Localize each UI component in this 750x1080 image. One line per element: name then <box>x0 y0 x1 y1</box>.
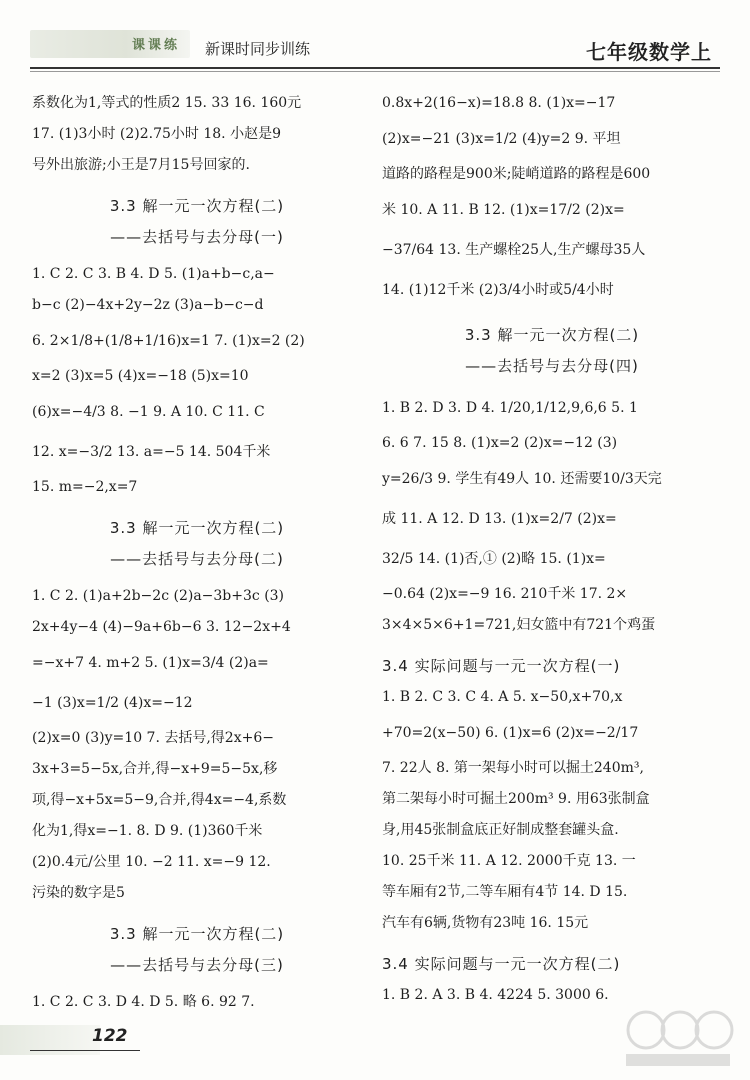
left-answer-line: 号外出旅游;小王是7月15号回家的. <box>32 157 250 173</box>
right-answer-line: 10. 25千米 11. A 12. 2000千克 13. 一 <box>382 853 636 869</box>
right-answer-line: 米 10. A 11. B 12. (1)x=17/2 (2)x= <box>382 202 625 218</box>
series-title: 新课时同步训练 <box>205 40 311 58</box>
left-answer-line: b−c (2)−4x+2y−2z (3)a−b−c−d <box>32 297 264 313</box>
left-section-subtitle: ——去括号与去分母(二) <box>110 550 284 568</box>
right-section-title: 3.3 解一元一次方程(二) <box>464 326 640 344</box>
right-answer-line: 0.8x+2(16−x)=18.8 8. (1)x=−17 <box>382 95 616 111</box>
left-answer-line: 化为1,得x=−1. 8. D 9. (1)360千米 <box>32 823 263 839</box>
section-gap <box>32 503 362 513</box>
page-number: 122 <box>92 1026 128 1046</box>
series-logo: 课课练 <box>132 38 181 53</box>
section-gap <box>382 641 722 651</box>
page-header <box>0 0 750 70</box>
section-gap <box>32 181 362 191</box>
right-answer-line: 汽车有6辆,货物有23吨 16. 15元 <box>382 915 589 931</box>
left-answer-line: (2)0.4元/公里 10. −2 11. x=−9 12. <box>32 854 271 870</box>
left-answer-line: 15. m=−2,x=7 <box>32 479 138 495</box>
left-answer-line: −1 (3)x=1/2 (4)x=−12 <box>32 695 193 711</box>
left-answer-line: 6. 2×1/8+(1/8+1/16)x=1 7. (1)x=2 (2) <box>32 333 305 349</box>
left-answer-line: 项,得−x+5x=5−9,合并,得4x=−4,系数 <box>32 792 287 808</box>
right-answer-line: 第二架每小时可掘土200m³ 9. 用63张制盒 <box>382 791 650 807</box>
left-section-subtitle: ——去括号与去分母(一) <box>110 228 284 246</box>
left-answer-line: x=2 (3)x=5 (4)x=−18 (5)x=10 <box>32 368 249 384</box>
section-gap <box>32 909 362 919</box>
right-section-title: 3.4 实际问题与一元一次方程(二) <box>382 955 621 973</box>
right-answer-line: 1. B 2. D 3. D 4. 1/20,1/12,9,6,6 5. 1 <box>382 400 638 416</box>
watermark-logo <box>618 1008 736 1070</box>
left-section-subtitle: ——去括号与去分母(三) <box>110 956 284 974</box>
right-answer-line: 成 11. A 12. D 13. (1)x=2/7 (2)x= <box>382 511 617 527</box>
section-gap <box>382 310 722 320</box>
header-rule <box>30 67 720 69</box>
left-answer-line: 1. C 2. (1)a+2b−2c (2)a−3b+3c (3) <box>32 588 285 604</box>
right-answer-line: y=26/3 9. 学生有49人 10. 还需要10/3天完 <box>382 471 662 487</box>
left-answer-column <box>32 88 362 1018</box>
left-answer-line: 系数化为1,等式的性质2 15. 33 16. 160元 <box>32 95 302 111</box>
header-rule-thin <box>30 71 720 72</box>
left-answer-line: 3x+3=5−5x,合并,得−x+9=5−5x,移 <box>32 761 278 777</box>
right-answer-line: 6. 6 7. 15 8. (1)x=2 (2)x=−12 (3) <box>382 435 618 451</box>
left-answer-line: 1. C 2. C 3. D 4. D 5. 略 6. 92 7. <box>32 994 255 1010</box>
left-answer-line: =−x+7 4. m+2 5. (1)x=3/4 (2)a= <box>32 655 269 671</box>
grade-subject: 七年级数学上 <box>586 40 712 64</box>
right-answer-line: +70=2(x−50) 6. (1)x=6 (2)x=−2/17 <box>382 725 639 741</box>
right-answer-line: 身,用45张制盒底正好制成整套罐头盒. <box>382 822 619 838</box>
left-answer-line: 1. C 2. C 3. B 4. D 5. (1)a+b−c,a− <box>32 266 275 282</box>
section-gap <box>382 939 722 949</box>
left-section-title: 3.3 解一元一次方程(二) <box>109 197 285 215</box>
right-answer-column <box>382 88 722 1011</box>
left-section-title: 3.3 解一元一次方程(二) <box>109 925 285 943</box>
right-answer-line: 道路的路程是900米;陡峭道路的路程是600 <box>382 166 651 182</box>
left-answer-line: (2)x=0 (3)y=10 7. 去括号,得2x+6− <box>32 730 274 746</box>
right-section-title: 3.4 实际问题与一元一次方程(一) <box>382 657 621 675</box>
right-answer-line: 1. B 2. A 3. B 4. 4224 5. 3000 6. <box>382 987 609 1003</box>
right-answer-line: 3×4×5×6+1=721,妇女篮中有721个鸡蛋 <box>382 617 656 633</box>
right-answer-line: 32/5 14. (1)否,① (2)略 15. (1)x= <box>382 551 606 567</box>
right-answer-line: −37/64 13. 生产螺栓25人,生产螺母35人 <box>382 242 646 258</box>
footer-rule <box>30 1050 140 1051</box>
right-section-subtitle: ——去括号与去分母(四) <box>465 357 639 375</box>
left-section-title: 3.3 解一元一次方程(二) <box>109 519 285 537</box>
left-answer-line: 12. x=−3/2 13. a=−5 14. 504千米 <box>32 444 271 460</box>
left-answer-line: 17. (1)3小时 (2)2.75小时 18. 小赵是9 <box>32 126 281 142</box>
left-answer-line: 2x+4y−4 (4)−9a+6b−6 3. 12−2x+4 <box>32 619 291 635</box>
left-answer-line: (6)x=−4/3 8. −1 9. A 10. C 11. C <box>32 404 265 420</box>
right-answer-line: 等车厢有2节,二等车厢有4节 14. D 15. <box>382 884 628 900</box>
right-answer-line: 14. (1)12千米 (2)3/4小时或5/4小时 <box>382 282 614 298</box>
right-answer-line: (2)x=−21 (3)x=1/2 (4)y=2 9. 平坦 <box>382 131 621 147</box>
left-answer-line: 污染的数字是5 <box>32 885 125 901</box>
right-answer-line: 1. B 2. C 3. C 4. A 5. x−50,x+70,x <box>382 689 623 705</box>
right-answer-line: 7. 22人 8. 第一架每小时可以掘土240m³, <box>382 760 644 776</box>
right-answer-line: −0.64 (2)x=−9 16. 210千米 17. 2× <box>382 586 628 602</box>
